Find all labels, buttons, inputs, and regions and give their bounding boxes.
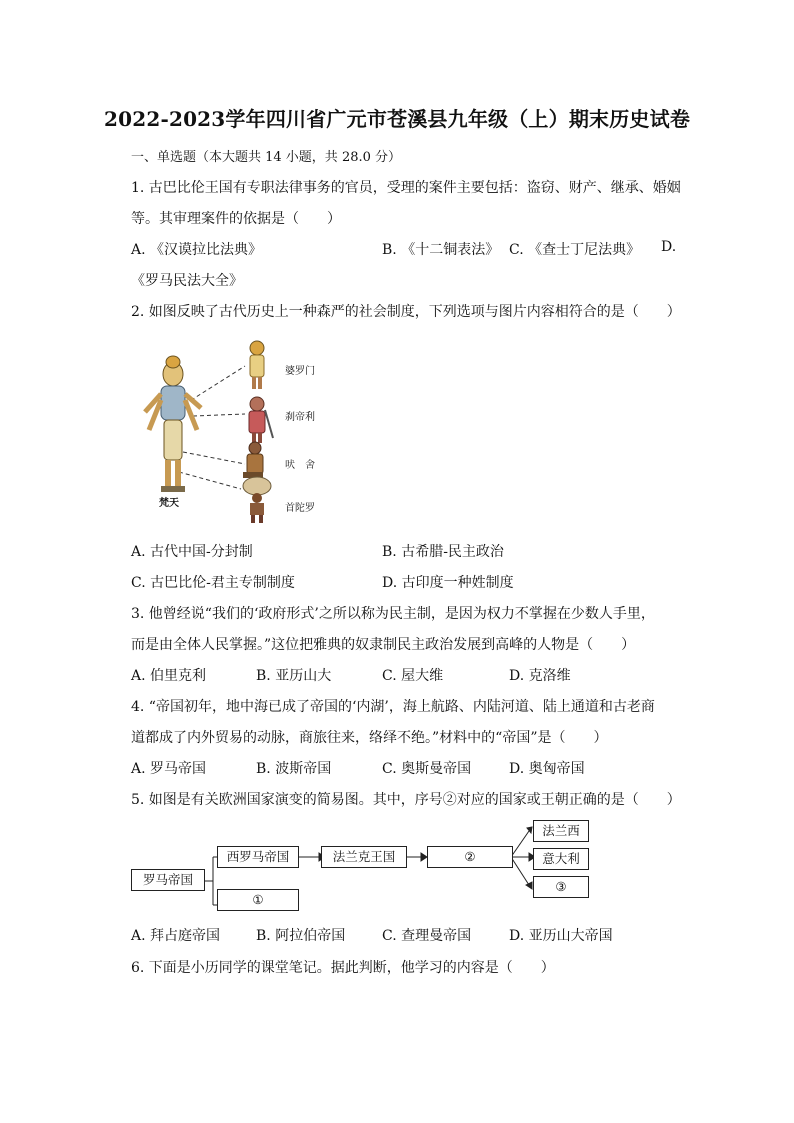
- section-heading: 一、单选题（本大题共 14 小题，共 28.0 分）: [131, 150, 402, 165]
- caste-system-figure: [131, 334, 331, 524]
- q6-stem-line-1: 6. 下面是小历同学的课堂笔记。据此判断，他学习的内容是（ ）: [131, 960, 555, 976]
- caste-label-brahmin: 婆罗门: [285, 366, 315, 377]
- q3-option-d[interactable]: D. 克洛维: [509, 668, 571, 684]
- q2-option-d[interactable]: D. 古印度一种姓制度: [382, 575, 514, 591]
- brahma-figure: [145, 356, 201, 492]
- q2-option-b[interactable]: B. 古希腊-民主政治: [382, 544, 504, 560]
- box-blank-2: ②: [427, 846, 513, 868]
- q3-option-c[interactable]: C. 屋大维: [382, 668, 444, 684]
- q1-option-b[interactable]: B. 《十二铜表法》: [382, 242, 500, 258]
- q1-option-a[interactable]: A. 《汉谟拉比法典》: [131, 242, 263, 258]
- q1-stem-line-1: 1. 古巴比伦王国有专职法律事务的官员，受理的案件主要包括：盗窃、财产、继承、婚姻: [131, 180, 681, 196]
- q1-stem-line-2: 等。其审理案件的依据是（ ）: [131, 211, 341, 227]
- caste-illustration: [131, 334, 331, 524]
- shudra-figure: [243, 477, 271, 523]
- vaishya-figure: [243, 442, 263, 478]
- q1-option-c[interactable]: C. 《查士丁尼法典》: [509, 242, 641, 258]
- q3-option-a[interactable]: A. 伯里克利: [131, 668, 207, 684]
- box-western-roman-empire: 西罗马帝国: [217, 846, 299, 868]
- q1-option-d-text: 《罗马民法大全》: [131, 273, 243, 289]
- q5-stem-line-1: 5. 如图是有关欧洲国家演变的简易图。其中，序号②对应的国家或王朝正确的是（ ）: [131, 792, 681, 808]
- q4-option-b[interactable]: B. 波斯帝国: [256, 761, 332, 777]
- brahmin-figure: [250, 341, 264, 389]
- box-france: 法兰西: [533, 820, 589, 842]
- q4-stem-line-1: 4. “帝国初年，地中海已成了帝国的‘内湖’，海上航路、内陆河道、陆上通道和古老商: [131, 699, 655, 715]
- q2-stem-line-1: 2. 如图反映了古代历史上一种森严的社会制度，下列选项与图片内容相符合的是（ ）: [131, 304, 681, 320]
- q5-option-a[interactable]: A. 拜占庭帝国: [131, 928, 221, 944]
- q1-option-d[interactable]: D.: [661, 239, 677, 255]
- box-frankish-kingdom: 法兰克王国: [321, 846, 407, 868]
- kshatriya-figure: [249, 397, 273, 443]
- q3-stem-line-1: 3. 他曾经说“我们的‘政府形式’之所以称为民主制，是因为权力不掌握在少数人手里，: [131, 606, 655, 622]
- exam-title: 2022-2023学年四川省广元市苍溪县九年级（上）期末历史试卷: [103, 107, 691, 131]
- caste-label-vaishya: 吠 舍: [285, 460, 315, 471]
- q3-stem-line-2: 而是由全体人民掌握。”这位把雅典的奴隶制民主政治发展到高峰的人物是（ ）: [131, 637, 636, 653]
- box-roman-empire: 罗马帝国: [131, 869, 205, 891]
- caste-label-shudra: 首陀罗: [285, 503, 315, 514]
- q5-option-b[interactable]: B. 阿拉伯帝国: [256, 928, 346, 944]
- q3-option-b[interactable]: B. 亚历山大: [256, 668, 332, 684]
- box-blank-3: ③: [533, 876, 589, 898]
- caste-label-kshatriya: 刹帝利: [285, 412, 315, 423]
- q4-option-c[interactable]: C. 奥斯曼帝国: [382, 761, 472, 777]
- q2-option-c[interactable]: C. 古巴比伦-君主专制制度: [131, 575, 295, 591]
- europe-evolution-diagram: [131, 817, 591, 917]
- box-italy: 意大利: [533, 848, 589, 870]
- q5-option-d[interactable]: D. 亚历山大帝国: [509, 928, 613, 944]
- q2-option-a[interactable]: A. 古代中国-分封制: [131, 544, 253, 560]
- q4-stem-line-2: 道都成了内外贸易的动脉，商旅往来，络绎不绝。”材料中的“帝国”是（ ）: [131, 730, 608, 746]
- god-label: 梵天: [159, 498, 179, 509]
- box-blank-1: ①: [217, 889, 299, 911]
- q4-option-d[interactable]: D. 奥匈帝国: [509, 761, 585, 777]
- q4-option-a[interactable]: A. 罗马帝国: [131, 761, 207, 777]
- q5-option-c[interactable]: C. 查理曼帝国: [382, 928, 472, 944]
